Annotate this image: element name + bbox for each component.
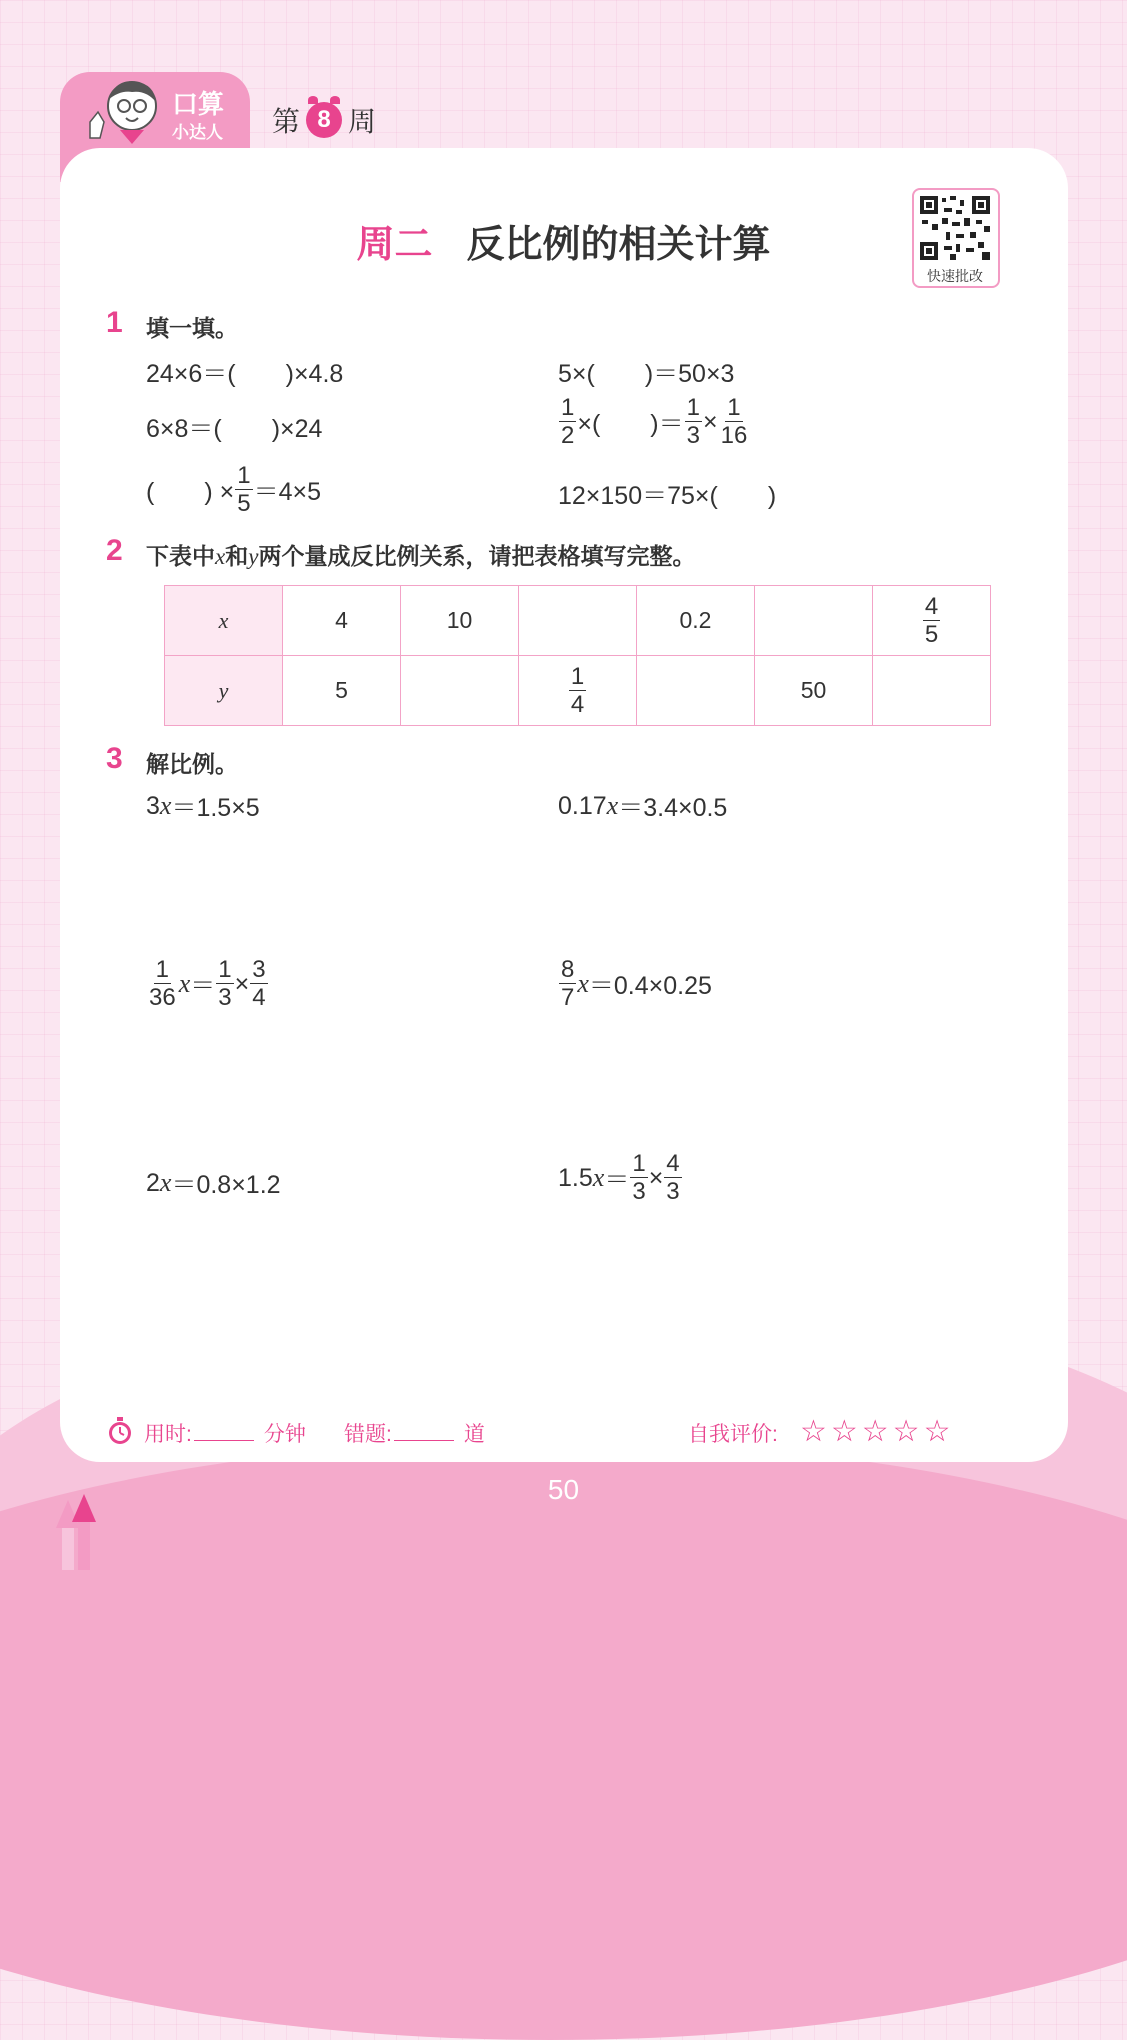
error-record: 错题: 道	[344, 1423, 485, 1446]
time-record: 用时: 分钟	[144, 1423, 306, 1446]
page-number: 50	[547, 1474, 580, 1505]
table-cell-fraction: $\frac{4}{5}$	[873, 586, 991, 656]
table-cell: 10	[401, 586, 519, 656]
title-day: 周二	[356, 224, 433, 266]
table-row-x	[165, 586, 991, 656]
badge-subtitle: 小达人	[172, 123, 223, 142]
week-label	[272, 100, 376, 140]
question-1-number: 1	[106, 306, 123, 339]
q3-equation-d: $\frac{8}{7}$ x ＝0.4×0.25	[561, 956, 712, 1011]
mascot-icon	[80, 72, 170, 152]
q1-equation-b: 5×( )＝50×3	[558, 360, 735, 388]
table-cell: 4	[283, 586, 401, 656]
badge-title: 口算	[172, 89, 225, 119]
question-3-instruction: 解比例。	[146, 751, 238, 777]
rating-stars[interactable]: ☆☆☆☆☆	[800, 1415, 955, 1448]
q3-equation-a: 3 x ＝1.5×5	[146, 791, 260, 822]
table-cell	[755, 586, 873, 656]
qr-code-icon	[920, 196, 990, 260]
stopwatch-icon	[106, 1416, 134, 1446]
q3-equation-e: 2 x ＝0.8×1.2	[146, 1168, 281, 1199]
table-cell: 0.2	[637, 586, 755, 656]
table-header-x: x	[165, 586, 283, 656]
inverse-proportion-table	[164, 585, 991, 726]
q1-equation-e: ( ) × $\frac{1}{5}$ ＝4×5	[146, 462, 321, 517]
qr-label: 快速批改	[927, 268, 983, 284]
q1-equation-a: 24×6＝( )×4.8	[146, 360, 344, 388]
q1-equation-c: 6×8＝( )×24	[146, 415, 323, 443]
title-topic: 反比例的相关计算	[466, 224, 771, 266]
q3-equation-f: 1.5 x ＝ $\frac{1}{3}$ × $\frac{4}{3}$	[558, 1150, 680, 1205]
question-2-number: 2	[106, 534, 123, 567]
question-2-instruction: 下表中x和y两个量成反比例关系，请把表格填写完整。	[146, 543, 696, 569]
q3-equation-b: 0.17 x ＝3.4×0.5	[558, 791, 728, 822]
week-prefix: 第	[272, 106, 301, 137]
table-header-y: y	[165, 656, 283, 726]
table-cell	[519, 586, 637, 656]
table-cell: 5	[283, 656, 401, 726]
q3-equation-c: $\frac{1}{36}$ x ＝ $\frac{1}{3}$ × $\frac{3}{4}$	[149, 956, 266, 1011]
table-cell-fraction: $\frac{1}{4}$	[519, 656, 637, 726]
background-wave-lower	[0, 1440, 1127, 2040]
table-cell: 50	[755, 656, 873, 726]
error-blank[interactable]	[394, 1440, 454, 1441]
table-row-y	[165, 656, 991, 726]
table-cell	[873, 656, 991, 726]
pencil-decoration-icon	[54, 1490, 104, 1570]
q1-equation-d: $\frac{1}{2}$ ×( )＝ $\frac{1}{3}$ × $\frac{1}{16}$	[561, 394, 748, 449]
time-blank[interactable]	[194, 1440, 254, 1441]
question-3-number: 3	[106, 742, 123, 775]
self-evaluation-label: 自我评价:	[688, 1423, 778, 1446]
q1-equation-f: 12×150＝75×( )	[558, 482, 777, 510]
week-suffix: 周	[348, 106, 377, 137]
question-1-instruction: 填一填。	[146, 315, 238, 341]
week-number-badge: 8	[306, 102, 342, 138]
table-cell	[401, 656, 519, 726]
table-cell	[637, 656, 755, 726]
